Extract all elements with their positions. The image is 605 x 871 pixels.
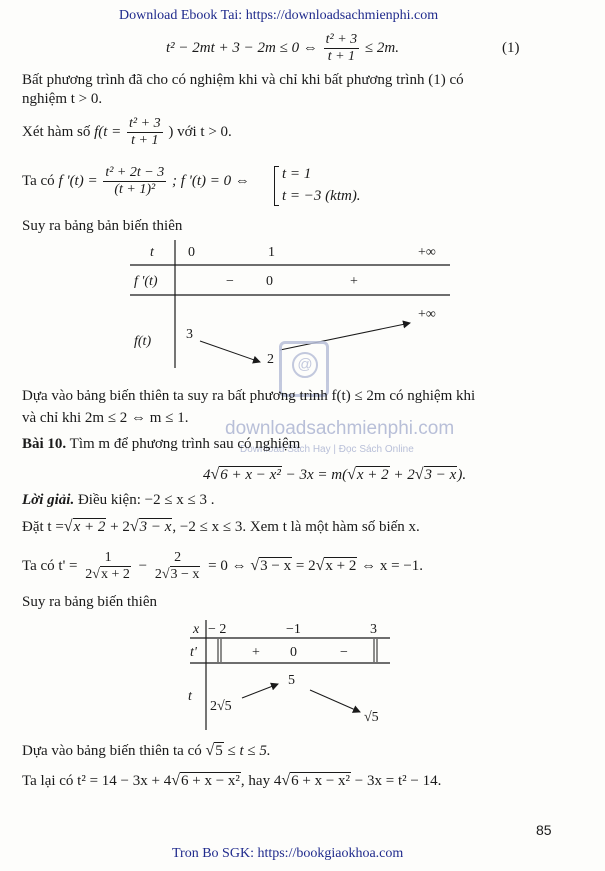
- tc-prefix: Ta có t' =: [22, 557, 78, 574]
- t1-value-start: 3: [186, 327, 193, 342]
- t2-row3-label: t: [188, 689, 192, 704]
- eq2-mid: − 3x = m(: [281, 467, 348, 483]
- t2-x1: −1: [286, 622, 301, 637]
- t2-value-start: 2√5: [210, 699, 232, 714]
- p8-radicand-2: 6 + x − x²: [291, 773, 351, 789]
- t1-header-var: t: [150, 245, 154, 260]
- p2-frac-num: t² + 3: [129, 116, 161, 131]
- p8-prefix: Ta lại có t² = 14 − 3x + 4: [22, 773, 172, 789]
- eq2-radicand-3: 3 − x: [424, 467, 457, 483]
- tc-frac1-den-radicand: x + 2: [100, 567, 130, 582]
- substitution-line: Đặt t =√x + 2 + 2√3 − x, −2 ≤ x ≤ 3. Xem t là một hàm số biến x.: [22, 518, 420, 535]
- eq1-frac-num: t² + 3: [325, 32, 358, 47]
- solution-heading: [22, 492, 215, 509]
- tc-suffix: ⇔ x = −1.: [357, 557, 424, 574]
- tc-frac2-den-coef: 2: [154, 567, 162, 582]
- t2-sign-0: 0: [290, 645, 297, 660]
- t2-arrow-down: [310, 690, 360, 712]
- p7-prefix: Dựa vào bảng biến thiên ta có: [22, 743, 202, 759]
- watermark-tagline: Download Sách Hay | Đọc Sách Online: [240, 444, 414, 455]
- eq1-tag: (1): [502, 40, 520, 56]
- p7-range: ≤ t ≤ 5.: [223, 743, 271, 759]
- t2-sign-2: −: [340, 645, 348, 660]
- eq1-right: ≤ 2m.: [364, 39, 399, 56]
- page-number: 85: [536, 822, 552, 838]
- t1-x0: 0: [188, 245, 195, 260]
- p8-mid: , hay 4: [240, 773, 282, 789]
- paragraph-1-line-1: Bất phương trình đã cho có nghiệm khi và chỉ khi bất phương trình (1) có: [22, 72, 464, 88]
- watermark-site: downloadsachmienphi.com: [225, 418, 455, 439]
- p3-condition: ; f '(t) = 0 ⇔: [171, 172, 250, 189]
- equation-1: [166, 32, 399, 65]
- book-logo-icon: @: [279, 341, 329, 397]
- eq2-end: ).: [457, 467, 467, 483]
- t2-value-max: 5: [288, 673, 295, 688]
- t1-x1: 1: [268, 245, 275, 260]
- paragraph-5-line-2: và chỉ khi 2m ≤ 2 ⇔ m ≤ 1.: [22, 410, 189, 426]
- dat-mid: + 2: [106, 519, 130, 535]
- t1-sign-0: 0: [266, 274, 273, 289]
- dat-radicand-2: 3 − x: [139, 519, 172, 535]
- paragraph-6: Suy ra bảng biến thiên: [22, 594, 157, 610]
- t1-value-end: +∞: [418, 307, 436, 322]
- t2-header-var: x: [193, 622, 200, 637]
- p3-frac-num: t² + 2t − 3: [105, 165, 165, 180]
- case-bracket: [274, 166, 279, 206]
- derivative-line: Ta có t' = $\frac{1}{2√x + 2}$ − $\frac{2}{2√3 - x}$ = 0 ⇔ √3 − x = 2√x + 2 ⇔ x = −1.: [22, 550, 424, 582]
- p8-radicand-1: 6 + x − x²: [181, 773, 240, 789]
- p2-function: f(t =: [94, 123, 122, 140]
- t1-value-min: 2: [267, 352, 274, 367]
- solution-label: Lời giải.: [22, 492, 75, 508]
- tc-fraction-1: $\frac{1}{2√x + 2}$: [85, 550, 130, 582]
- t2-arrow-up: [242, 684, 278, 698]
- paragraph-1-line-2: nghiệm t > 0.: [22, 91, 103, 107]
- tc-frac2-den-radicand: 3 − x: [170, 567, 200, 582]
- header-source-link[interactable]: Download Ebook Tai: https://downloadsachmienphi.com: [119, 8, 439, 23]
- paragraph-5-line-1: Dựa vào bảng biến thiên ta suy ra bất phương trình f(t) ≤ 2m có nghiệm khi: [22, 388, 476, 404]
- dat-prefix: Đặt t =: [22, 519, 64, 535]
- case-2: t = −3 (ktm).: [282, 188, 361, 204]
- tc-mid: = 0 ⇔: [208, 557, 247, 574]
- paragraph-7: Dựa vào bảng biến thiên ta có √5 ≤ t ≤ 5.: [22, 742, 271, 759]
- eq2-radicand-2: x + 2: [356, 467, 389, 483]
- equation-2: 4√6 + x − x² − 3x = m(√x + 2 + 2√3 − x).: [203, 466, 467, 483]
- tc-frac1-num: 1: [104, 550, 112, 565]
- p3-frac-den: (t + 1)²: [114, 182, 156, 197]
- tc-frac2-num: 2: [174, 550, 182, 565]
- t1-arrow-down: [200, 341, 260, 362]
- eq1-left: t² − 2mt + 3 − 2m ≤ 0 ⇔: [166, 39, 318, 56]
- t2-sign-1: +: [252, 645, 260, 660]
- p2-prefix: Xét hàm số: [22, 123, 91, 140]
- t2-row2-label: t': [190, 645, 197, 660]
- exercise-10-label: Bài 10.: [22, 436, 67, 452]
- p2-frac-den: t + 1: [131, 133, 159, 148]
- eq2-radicand-1: 6 + x − x²: [220, 467, 281, 483]
- exercise-10-text: Tìm m để phương trình sau có nghiệm: [69, 436, 301, 452]
- tc-minus: −: [138, 557, 148, 574]
- solution-condition: Điều kiện: −2 ≤ x ≤ 3 .: [77, 492, 215, 508]
- eq2-coef: 4: [203, 467, 211, 483]
- eq1-frac-den: t + 1: [327, 49, 356, 64]
- p3-fraction: [103, 165, 166, 198]
- dat-radicand-1: x + 2: [73, 519, 106, 535]
- p2-suffix: ) với t > 0.: [168, 123, 232, 140]
- p8-suffix: − 3x = t² − 14.: [351, 773, 442, 789]
- paragraph-3: [22, 165, 250, 198]
- dat-suffix: , −2 ≤ x ≤ 3. Xem t là một hàm số biến x.: [172, 519, 420, 535]
- exercise-10: [22, 436, 300, 453]
- t2-x0: − 2: [208, 622, 227, 637]
- tc-frac1-den-coef: 2: [85, 567, 93, 582]
- t2-value-end: √5: [364, 710, 379, 725]
- p7-radicand: 5: [215, 743, 223, 759]
- footer-source-link[interactable]: Tron Bo SGK: https://bookgiaokhoa.com: [172, 846, 404, 861]
- t2-x2: 3: [370, 622, 377, 637]
- tc-radicand-3: 3 − x: [260, 557, 292, 574]
- p3-derivative: f '(t) =: [58, 172, 98, 189]
- t1-x2: +∞: [418, 245, 436, 260]
- tc-fraction-2: $\frac{2}{2√3 - x}$: [154, 550, 200, 582]
- case-1: t = 1: [282, 166, 312, 182]
- eq2-plus: + 2: [389, 467, 415, 483]
- eq1-fraction: [324, 32, 360, 65]
- tc-radicand-4: x + 2: [325, 557, 357, 574]
- paragraph-4: Suy ra bảng bản biến thiên: [22, 218, 183, 234]
- t1-row3-label: f(t): [134, 334, 152, 349]
- p3-prefix: Ta có: [22, 172, 55, 189]
- t1-sign-2: +: [350, 274, 358, 289]
- paragraph-2: [22, 116, 232, 149]
- t1-sign-1: −: [226, 274, 234, 289]
- t1-row2-label: f '(t): [134, 274, 158, 289]
- tc-equals: = 2: [292, 557, 316, 574]
- p2-fraction: [127, 116, 163, 149]
- paragraph-8: Ta lại có t² = 14 − 3x + 4√6 + x − x², hay 4√6 + x − x² − 3x = t² − 14.: [22, 772, 442, 789]
- variation-table-2: [180, 618, 400, 734]
